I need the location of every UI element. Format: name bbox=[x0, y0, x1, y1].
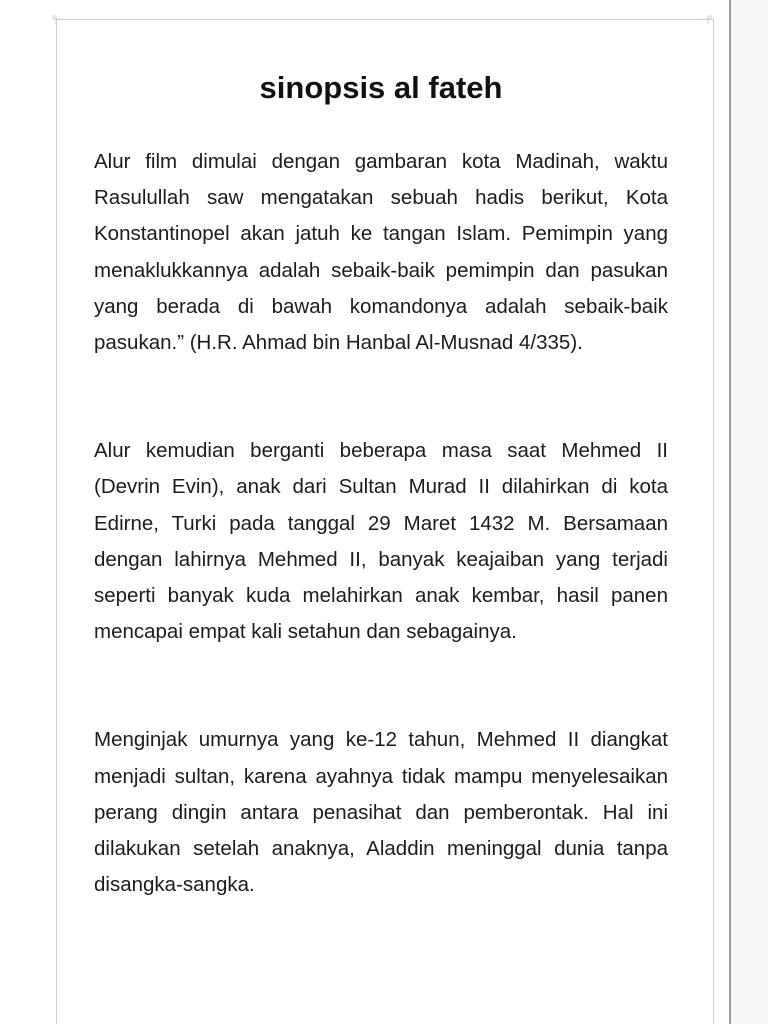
corner-ornament-icon bbox=[703, 14, 713, 24]
paragraph: Alur kemudian berganti beberapa masa saat Mehmed II (Devrin Evin), anak dari Sultan Murad II dilahirkan di kota Edirne, Turki pada tanggal 29 Maret 1432 M. Bersamaan dengan lahirnya Mehmed II, banyak keajaiban yang terjadi seperti banyak kuda melahirkan anak kembar, hasil panen mencapai empat kali setahun dan sebagainya. bbox=[94, 439, 668, 644]
page-edge bbox=[729, 0, 731, 1024]
paragraph: Alur film dimulai dengan gambaran kota Madinah, waktu Rasulullah saw mengatakan sebuah hadis berikut, Kota Konstantinopel akan jatuh ke tangan Islam. Pemimpin yang menaklukkannya adalah sebaik-baik pemimpin dan pasukan yang berada di bawah komandonya adalah sebaik-baik pasukan.” (H.R. Ahmad bin Hanbal Al-Musnad 4/335). bbox=[94, 150, 668, 355]
corner-ornament-icon bbox=[51, 14, 61, 24]
paragraph: Menginjak umurnya yang ke-12 tahun, Mehmed II diangkat menjadi sultan, karena ayahnya tidak mampu menyelesaikan perang dingin antara penasihat dan pemberontak. Hal ini dilakukan setelah anaknya, Aladdin meninggal dunia tanpa disangka-sangka. bbox=[94, 728, 668, 897]
page-title: sinopsis al fateh bbox=[259, 70, 503, 105]
page-gutter bbox=[731, 0, 768, 1024]
document-body bbox=[94, 66, 668, 903]
